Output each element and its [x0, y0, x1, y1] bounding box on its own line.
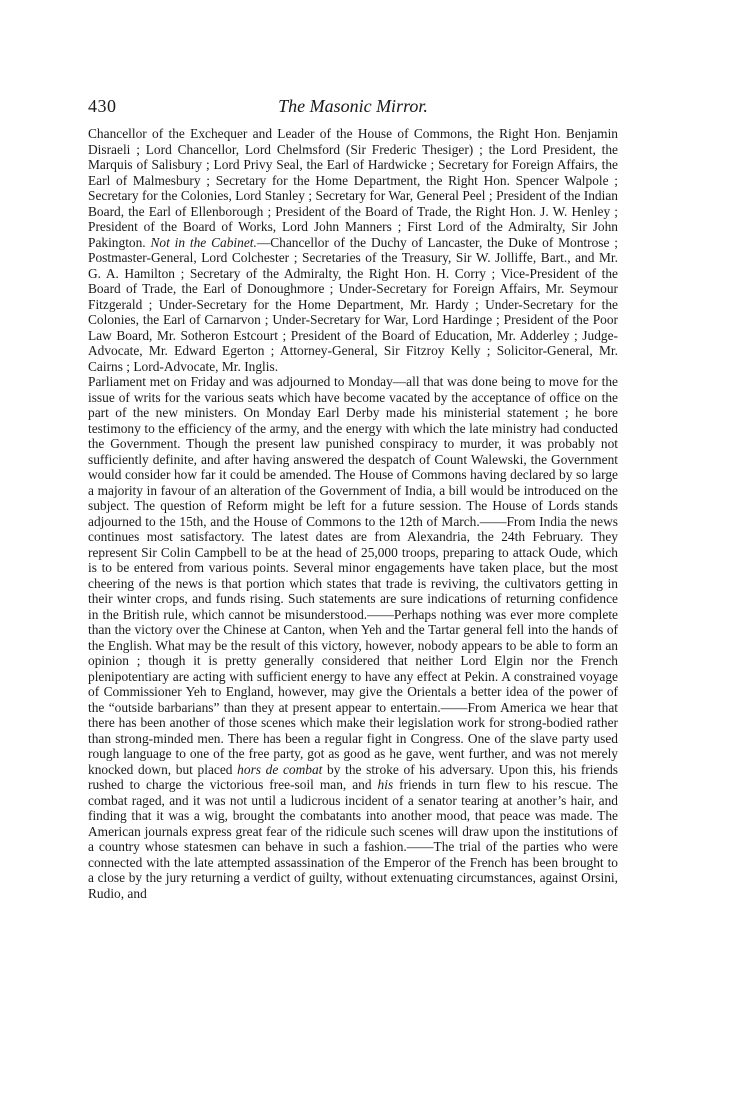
article-body	[88, 126, 618, 901]
page	[88, 96, 618, 901]
text-segment: Parliament met on Friday and was adjourned to Monday—all that was done being to move for the issue of writs for the various seats which have become vacated by the acceptance of office on the part of the new ministers. On Monday Earl Derby made his ministerial statement ; he bore testimony to the efficiency of the army, and the energy with which the late ministry had conducted the Government. Though the present law punished conspiracy to murder, it was probably not sufficiently definite, and after having answered the despatch of Count Walewski, the Government would consider how far it could be amended. The House of Commons having declared by so large a majority in favour of an alteration of the Government of India, a bill would be introduced on the subject. The question of Reform might be left for a future session. The House of Lords stands adjourned to the 15th, and the House of Commons to the 12th of March.——From India the news continues most satisfactory. The latest dates are from Alexandria, the 24th February. They represent Sir Colin Campbell to be at the head of 25,000 troops, preparing to attack Oude, which is to be entered from various points. Several minor engagements have taken place, but the most cheering of the news is that portion which states that trade is reviving, the cultivators getting in their winter crops, and funds rising. Such statements are sure indications of returning confidence in the British rule, which cannot be misunderstood.——Perhaps nothing was ever more complete than the victory over the Chinese at Canton, when Yeh and the Tartar general fell into the hands of the English. What may be the result of this victory, however, nobody appears to be able to form an opinion ; though it is pretty generally considered that neither Lord Elgin nor the French plenipotentiary are acting with sufficient energy to have any effect at Pekin. A constrained voyage of Commissioner Yeh to England, however, may give the Orientals a better idea of the power of the “outside barbarians” than they at present appear to entertain.——From America we hear that there has been another of those scenes which make their legislation work for strong-bodied rather than strong-minded men. There has been a regular fight in Congress. One of the slave party used rough language to one of the free party, got as good as he gave, went further, and was not merely knocked down, but placed	[88, 374, 618, 777]
page-number: 430	[88, 96, 117, 116]
italic-heading: Not in the Cabinet.	[150, 234, 257, 250]
italic-phrase: hors de combat	[237, 761, 323, 777]
italic-phrase: his	[377, 777, 394, 792]
running-title: The Masonic Mirror.	[278, 96, 428, 116]
text-segment: by the stroke of his adversary. Upon this, his friends rushed to charge the victorious free-soil man, and	[88, 761, 619, 792]
text-segment: friends in turn flew to his rescue. The combat raged, and it was not until a ludicrous incident of a senator tearing at another’s hair, and finding that it was a wig, brought the combatants into another mood, that peace was made. The American journals express great fear of the ridicule such scenes will draw upon the institutions of a country whose statesmen can behave in such a fashion.——The trial of the parties who were connected with the late attempted assassination of the Emperor of the French has been brought to a close by the jury returning a verdict of guilty, without extenuating circumstances, against Orsini, Rudio, and	[88, 777, 618, 901]
page-header	[88, 96, 618, 122]
text-segment: —Chancellor of the Duchy of Lancaster, the Duke of Montrose ; Postmaster-General, Lord Colchester ; Secretaries of the Treasury, Sir W. Jolliffe, Bart., and Mr. G. A. Hamilton ; Secretary of the Admiralty, the Right Hon. H. Corry ; Vice-President of the Board of Trade, the Earl of Donoughmore ; Under-Secretary for Foreign Affairs, Mr. Seymour Fitzgerald ; Under-Secretary for the Home Department, Mr. Hardy ; Under-Secretary for the Colonies, the Earl of Carnarvon ; Under-Secretary for War, Lord Hardinge ; President of the Poor Law Board, Mr. Sotheron Estcourt ; President of the Board of Education, Mr. Adderley ; Judge-Advocate, Mr. Edward Egerton ; Attorney-General, Sir Fitzroy Kelly ; Solicitor-General, Mr. Cairns ; Lord-Advocate, Mr. Inglis.	[88, 234, 618, 374]
paragraph-cabinet-list	[88, 126, 618, 374]
text-segment: Chancellor of the Exchequer and Leader of the House of Commons, the Right Hon. Benjamin Disraeli ; Lord Chancellor, Lord Chelmsford (Sir Frederic Thesiger) ; the Lord President, the Marquis of Salisbury ; Lord Privy Seal, the Earl of Hardwicke ; Secretary for Foreign Affairs, the Earl of Malmesbury ; Secretary for the Home Department, the Right Hon. Spencer Walpole ; Secretary for the Colonies, Lord Stanley ; Secretary for War, General Peel ; President of the Indian Board, the Earl of Ellenborough ; President of the Board of Trade, the Right Hon. J. W. Henley ; President of the Board of Works, Lord John Manners ; First Lord of the Admiralty, Sir John Pakington.	[88, 126, 618, 250]
paragraph-news-summary	[88, 374, 618, 901]
